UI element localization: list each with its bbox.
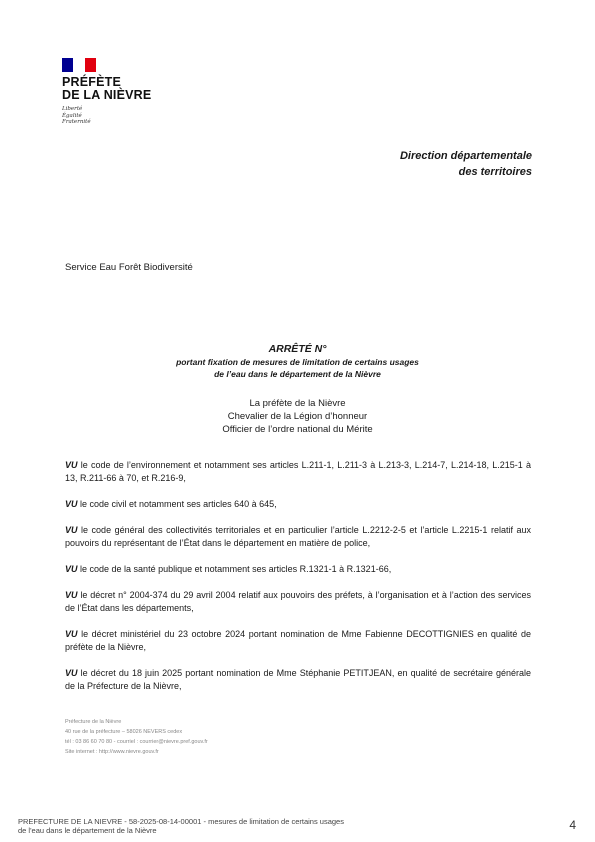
reference-line-2: de l'eau dans le département de la Nièvre — [18, 826, 157, 835]
vu-label: VU — [65, 590, 78, 600]
arrete-title: ARRÊTÉ N° — [268, 343, 327, 355]
vu-label: VU — [65, 629, 78, 639]
considerant-item — [65, 589, 531, 615]
considerant-text: le code de la santé publique et notamment ses articles R.1321-1 à R.1321-66, — [77, 564, 392, 574]
prefecture-address — [65, 717, 208, 757]
considerant-item — [65, 563, 531, 576]
vu-label: VU — [65, 460, 78, 470]
vu-label: VU — [65, 499, 78, 509]
considerant-item — [65, 459, 531, 485]
considerants-list — [65, 459, 531, 706]
arrete-subtitle-2: de l’eau dans le département de la Nièvre — [214, 369, 381, 379]
authority-line-3: Officier de l’ordre national du Mérite — [222, 424, 373, 435]
considerant-item — [65, 524, 531, 550]
authority-block — [65, 397, 530, 436]
page-number: 4 — [569, 818, 576, 832]
vu-label: VU — [65, 525, 78, 535]
service-name: Service Eau Forêt Biodiversité — [65, 262, 193, 273]
motto-egalite: Égalité — [62, 112, 82, 119]
vu-label: VU — [65, 668, 78, 678]
considerant-text: le décret ministériel du 23 octobre 2024 portant nomination de Mme Fabienne DECOTTIGNIES en qualité de préfète de la Nièvre, — [65, 629, 531, 652]
address-line-4: Site internet : http://www.nievre.gouv.fr — [65, 749, 159, 755]
considerant-text: le code général des collectivités territoriales et en particulier l’article L.2212-2-5 et l’article L.2215-1 relatif aux pouvoirs du représentant de l’État dans le département en matière de police, — [65, 525, 531, 548]
address-line-3: tél : 03 86 60 70 80 - courriel : courrier@nievre.pref.gouv.fr — [65, 739, 208, 745]
logo-line-2: DE LA NIÈVRE — [62, 88, 152, 102]
direction-line-1: Direction départementale — [399, 150, 532, 162]
direction-line-2: des territoires — [458, 166, 532, 178]
authority-line-1: La préfète de la Nièvre — [249, 398, 346, 409]
address-line-1: Préfecture de la Nièvre — [65, 719, 122, 725]
considerant-text: le décret n° 2004-374 du 29 avril 2004 relatif aux pouvoirs des préfets, à l’organisation et à l’action des services de l’État dans les départements, — [65, 590, 531, 613]
authority-line-2: Chevalier de la Légion d’honneur — [227, 411, 368, 422]
logo-line-1: PRÉFÈTE — [62, 75, 122, 89]
arrete-subtitle-1: portant fixation de mesures de limitation de certains usages — [176, 357, 419, 367]
considerant-item — [65, 628, 531, 654]
considerant-item — [65, 667, 531, 693]
motto-liberte: Liberté — [62, 106, 83, 112]
french-flag-icon — [62, 58, 96, 72]
considerant-text: le code de l’environnement et notamment ses articles L.211-1, L.211-3 à L.213-3, L.214-7, L.214-18, L.215-1 à 13, R.211-66 à 70, et R.216-9, — [65, 460, 531, 483]
considerant-text: le décret du 18 juin 2025 portant nomination de Mme Stéphanie PETITJEAN, en qualité de secrétaire générale de la Préfecture de la Nièvre, — [65, 668, 531, 691]
arrete-title-block — [65, 342, 530, 380]
prefecture-logo — [62, 58, 182, 126]
republic-motto — [62, 106, 182, 126]
motto-fraternite: Fraternité — [62, 119, 91, 125]
reference-line-1: PREFECTURE DE LA NIEVRE - 58-2025-08-14-00001 - mesures de limitation de certains usages — [18, 817, 344, 826]
considerant-text: le code civil et notamment ses articles 640 à 645, — [77, 499, 277, 509]
vu-label: VU — [65, 564, 78, 574]
address-line-2: 40 rue de la préfecture – 58026 NEVERS cedex — [65, 729, 183, 735]
document-reference — [18, 817, 344, 835]
considerant-item — [65, 498, 531, 511]
direction-heading — [400, 148, 532, 180]
